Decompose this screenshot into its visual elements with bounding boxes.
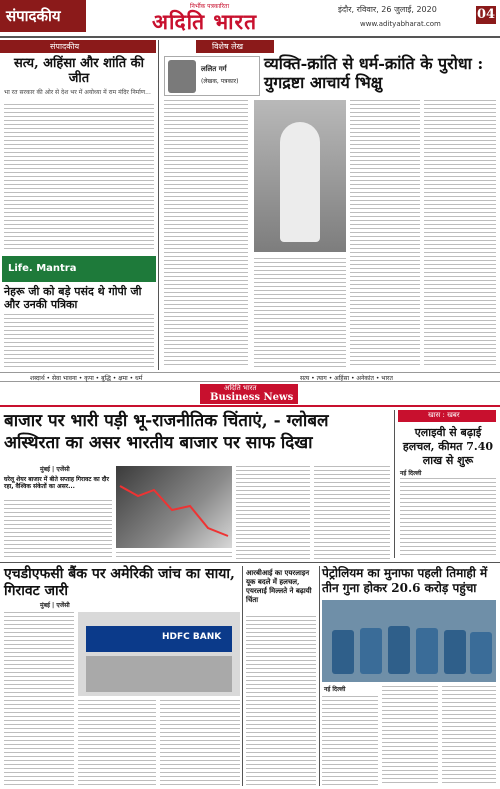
story1-headline: बाजार पर भारी पड़ी भू-राजनीतिक चिंताएं, - ग्लोबल अस्थिरता का असर भारतीय बाजार पर साफ दिखा	[4, 411, 329, 453]
story1-lead: घरेलू शेयर बाजार में बीते सप्ताह गिरावट का दौर रहा, वैश्विक संकेतों का असर...	[4, 476, 109, 490]
editorial-headline: सत्य, अहिंसा और शांति की जीत	[13, 56, 145, 86]
drum	[416, 628, 438, 674]
lower-divider-2	[319, 566, 320, 786]
logo-tagline: निर्भीक पत्रकारिता	[190, 3, 230, 10]
story1-dateline: मुंबई | एजेंसी	[40, 466, 70, 473]
story2-dateline: नई दिल्ली	[400, 470, 422, 477]
monk-figure	[280, 122, 320, 242]
section-tag	[0, 0, 86, 32]
story4-body-col2	[382, 686, 438, 786]
special-label-bar	[196, 40, 274, 53]
mid-rule	[0, 562, 500, 563]
column-divider	[158, 40, 159, 370]
life-mantra-label: Life. Mantra	[8, 263, 77, 274]
special-body-col1	[164, 100, 248, 368]
business-banner	[200, 384, 298, 404]
story1-body-col2	[116, 552, 232, 560]
special-label: विशेष लेख	[212, 42, 244, 51]
editorial-body	[4, 104, 154, 252]
story3-headline: एचडीएफसी बैंक पर अमेरिकी जांच का साया, गिरावट जारी	[4, 566, 235, 599]
drum	[360, 628, 382, 674]
dateline: इंदौर, रविवार, 26 जुलाई, 2020	[338, 5, 437, 14]
story3-body-col2	[78, 700, 156, 786]
drum	[332, 630, 354, 674]
drum	[470, 632, 492, 674]
masthead-rule	[0, 36, 500, 38]
drum	[388, 626, 410, 674]
story2-headline: एलाइवी से बढ़ाई हलचल, कीमत 7.40 लाख से शुरू	[402, 426, 494, 467]
life-mantra-body	[4, 314, 154, 370]
story4-body-col3	[442, 686, 496, 786]
ticker-right: सत्य • त्याग • अहिंसा • अनेकांत • भारत	[300, 375, 393, 382]
story3-sidebar-headline: आरबीआई का एयरलाइन यूक बदले में हलचल, एयरलाई मिल्लते ने बढ़ायी चिंता	[246, 568, 312, 604]
bank-sign: HDFC BANK	[162, 632, 222, 642]
drums-photo	[322, 600, 496, 682]
drum	[444, 630, 466, 674]
ticker-left: शब्दार्थ • सेवा भावना • कृपा • बुद्धि • क्षमा • धर्म	[30, 375, 143, 382]
business-rule	[0, 405, 500, 407]
monk-photo	[254, 100, 346, 252]
story4-body-col1	[322, 696, 378, 786]
business-divider	[394, 410, 395, 558]
section-tag-label: संपादकीय	[6, 7, 61, 25]
website[interactable]: www.adityabharat.com	[360, 20, 441, 28]
special-body-col2	[254, 258, 346, 368]
author-photo	[168, 60, 196, 93]
author-role: (लेखक, पत्रकार)	[201, 78, 239, 85]
author-box	[164, 56, 260, 96]
story2-kicker: खास : खबर	[428, 411, 460, 419]
life-mantra-headline: नेहरू जी को बड़े पसंद थे गोपी जी और उनकी पत्रिका	[4, 285, 142, 311]
business-logo: अदिति भारत	[224, 384, 257, 392]
story4-dateline: नई दिल्ली	[324, 686, 346, 693]
editorial-label: संपादकीय	[50, 42, 80, 51]
story1-body-col3	[236, 466, 310, 560]
story3-body-col1	[4, 612, 74, 786]
bank-photo	[78, 612, 240, 696]
editorial-lead: भा रत सरकार की ओर से देश भर में अयोध्या में राम मंदिर निर्माण...	[4, 89, 151, 96]
story4-headline: पेट्रोलियम का मुनाफा पहली तिमाही में तीन गुना होकर 20.6 करोड़ पहुंचा	[322, 566, 488, 595]
quote-ticker	[0, 372, 500, 382]
life-mantra-box	[2, 256, 156, 282]
story1-body-col4	[314, 466, 390, 560]
lower-divider-1	[242, 566, 243, 786]
special-body-col3	[350, 100, 420, 368]
business-label: Business News	[210, 392, 294, 403]
masthead-logo	[150, 2, 330, 36]
story2-body	[400, 478, 496, 558]
author-name: ललित गर्ग	[201, 65, 227, 73]
bank-facade	[86, 656, 232, 692]
story1-body-col1	[4, 500, 112, 560]
story2-kicker-bar	[398, 410, 496, 422]
special-headline: व्यक्ति-क्रांति से धर्म-क्रांति के पुरोधा : युगद्रष्टा आचार्य भिक्षु	[264, 54, 484, 92]
special-body-col4	[424, 100, 496, 368]
story3-body-col3	[160, 700, 240, 786]
logo-text: अदिति भारत	[152, 9, 258, 34]
falling-chart-icon	[116, 466, 232, 548]
page-number: 04	[476, 7, 496, 22]
trader-photo	[116, 466, 232, 548]
story3-dateline: मुंबई | एजेंसी	[40, 602, 70, 609]
editorial-label-bar	[0, 40, 156, 53]
story3-sidebar-body	[246, 616, 316, 786]
